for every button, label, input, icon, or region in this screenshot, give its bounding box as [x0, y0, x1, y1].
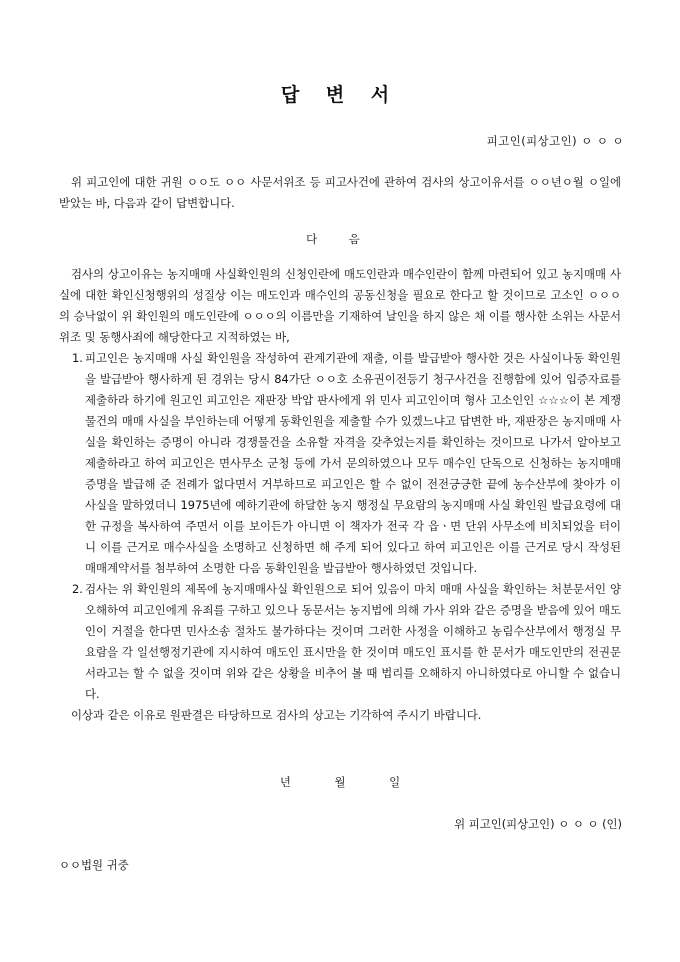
argument-item-2 — [72, 579, 621, 705]
section-label: 다 음 — [306, 232, 374, 246]
argument-text: 피고인은 농지매매 사실 확인원을 작성하여 관계기관에 재출, 이를 발급받아 행사한 것은 사실이나동 확인원을 발급받아 행사하게 된 경위는 당시 84가단 ㅇㅇ호 소유권이전등기 청구사건을 진행함에 있어 입증자료를 제출하라 하기에 원고인 피고인은 재판장 박압 판사에게 위 민사 피고인이며 형사 고소인인 ☆☆☆이 본 계쟁물건의 매매 사실을 부인하는데 어떻게 동확인원을 제출할 수가 있겠느냐고 답변한 바, 재판장은 농지매매 사실을 확인하는 증명이 아니라 경쟁물건을 소유할 자격을 갖추었는지를 확인하는 것이므로 나가서 알아보고 제출하라고 하여 피고인은 면사무소 군청 등에 가서 문의하였으나 모두 매수인 단독으로 신청하는 농지매매 증명을 발급해 준 전례가 없다면서 거부하므로 피고인은 할 수 없이 전전긍긍한 끝에 농수산부에 찾아가 이 사실을 말하였더니 1975년에 예하기관에 하달한 농지 행정실 무요람의 농지매매 사실 확인원 발급요령에 대한 규정을 복사하여 주면서 이를 보이든가 아니면 이 책자가 전국 각 읍ㆍ면 단위 사무소에 비치되었을 터이니 이를 근거로 매수사실을 소명하고 신청하면 해 주게 되어 있다고 하여 피고인은 이를 근거로 당시 작성된 매매계약서를 첨부하여 소명한 다음 동확인원을 발급받아 행사하였던 것입니다. — [85, 351, 621, 575]
closing-paragraph: 이상과 같은 이유로 원판결은 타당하므로 검사의 상고는 기각하여 주시기 바랍니다. — [71, 708, 482, 722]
signature-line: 위 피고인(피상고인) ㅇ ㅇ ㅇ (인) — [454, 817, 622, 831]
argument-number: 2. — [72, 582, 83, 596]
argument-list — [59, 348, 621, 705]
document-title: 답 변 서 — [280, 84, 400, 106]
date-line: 년 월 일 — [279, 775, 401, 789]
body-section — [59, 264, 621, 726]
argument-item-1 — [72, 348, 621, 579]
respondent-header: 피고인(피상고인) ㅇ ㅇ ㅇ — [486, 134, 624, 148]
intro-section — [59, 172, 621, 214]
intro-paragraph: 위 피고인에 대한 귀원 ㅇㅇ도 ㅇㅇ 사문서위조 등 피고사건에 관하여 검사의 상고이유서를 ㅇㅇ년ㅇ월 ㅇ일에 받았는 바, 다음과 같이 답변합니다. — [59, 175, 621, 210]
argument-text: 검사는 위 확인원의 제목에 농지매매사실 확인원으로 되어 있음이 마치 매매 사실을 확인하는 처분문서인 양 오해하여 피고인에게 유죄를 구하고 있으나 동문서는 농지법에 의해 가사 위와 같은 증명을 받음에 있어 매도인이 거절을 한다면 민사소송 절차도 불가하다는 것이며 그러한 사정을 이해하고 농림수산부에서 행정실 무요람을 각 일선행정기관에 지시하여 매도인 표시만을 한 것이며 매도인 표시를 한 문서가 매도인만의 전권문서라고는 할 수 없을 것이며 위와 같은 상황을 비추어 볼 때 법리를 오해하지 아니하였다로 아니할 수 없습니다. — [85, 582, 621, 701]
argument-number: 1. — [72, 351, 83, 365]
court-addressee: ㅇㅇ법원 귀중 — [59, 858, 129, 872]
body-paragraph: 검사의 상고이유는 농지매매 사실확인원의 신청인란에 매도인란과 매수인란이 함께 마련되어 있고 농지매매 사실에 대한 확인신청행위의 성질상 이는 매도인과 매수인의 공동신청을 필요로 한다고 할 것이므로 고소인 ㅇㅇㅇ의 승낙없이 위 확인원의 매도인란에 ㅇㅇㅇ의 이름만을 기재하여 날인을 하지 않은 채 이를 행사한 소위는 사문서위조 및 동행사죄에 해당한다고 지적하였는 바, — [59, 267, 621, 344]
